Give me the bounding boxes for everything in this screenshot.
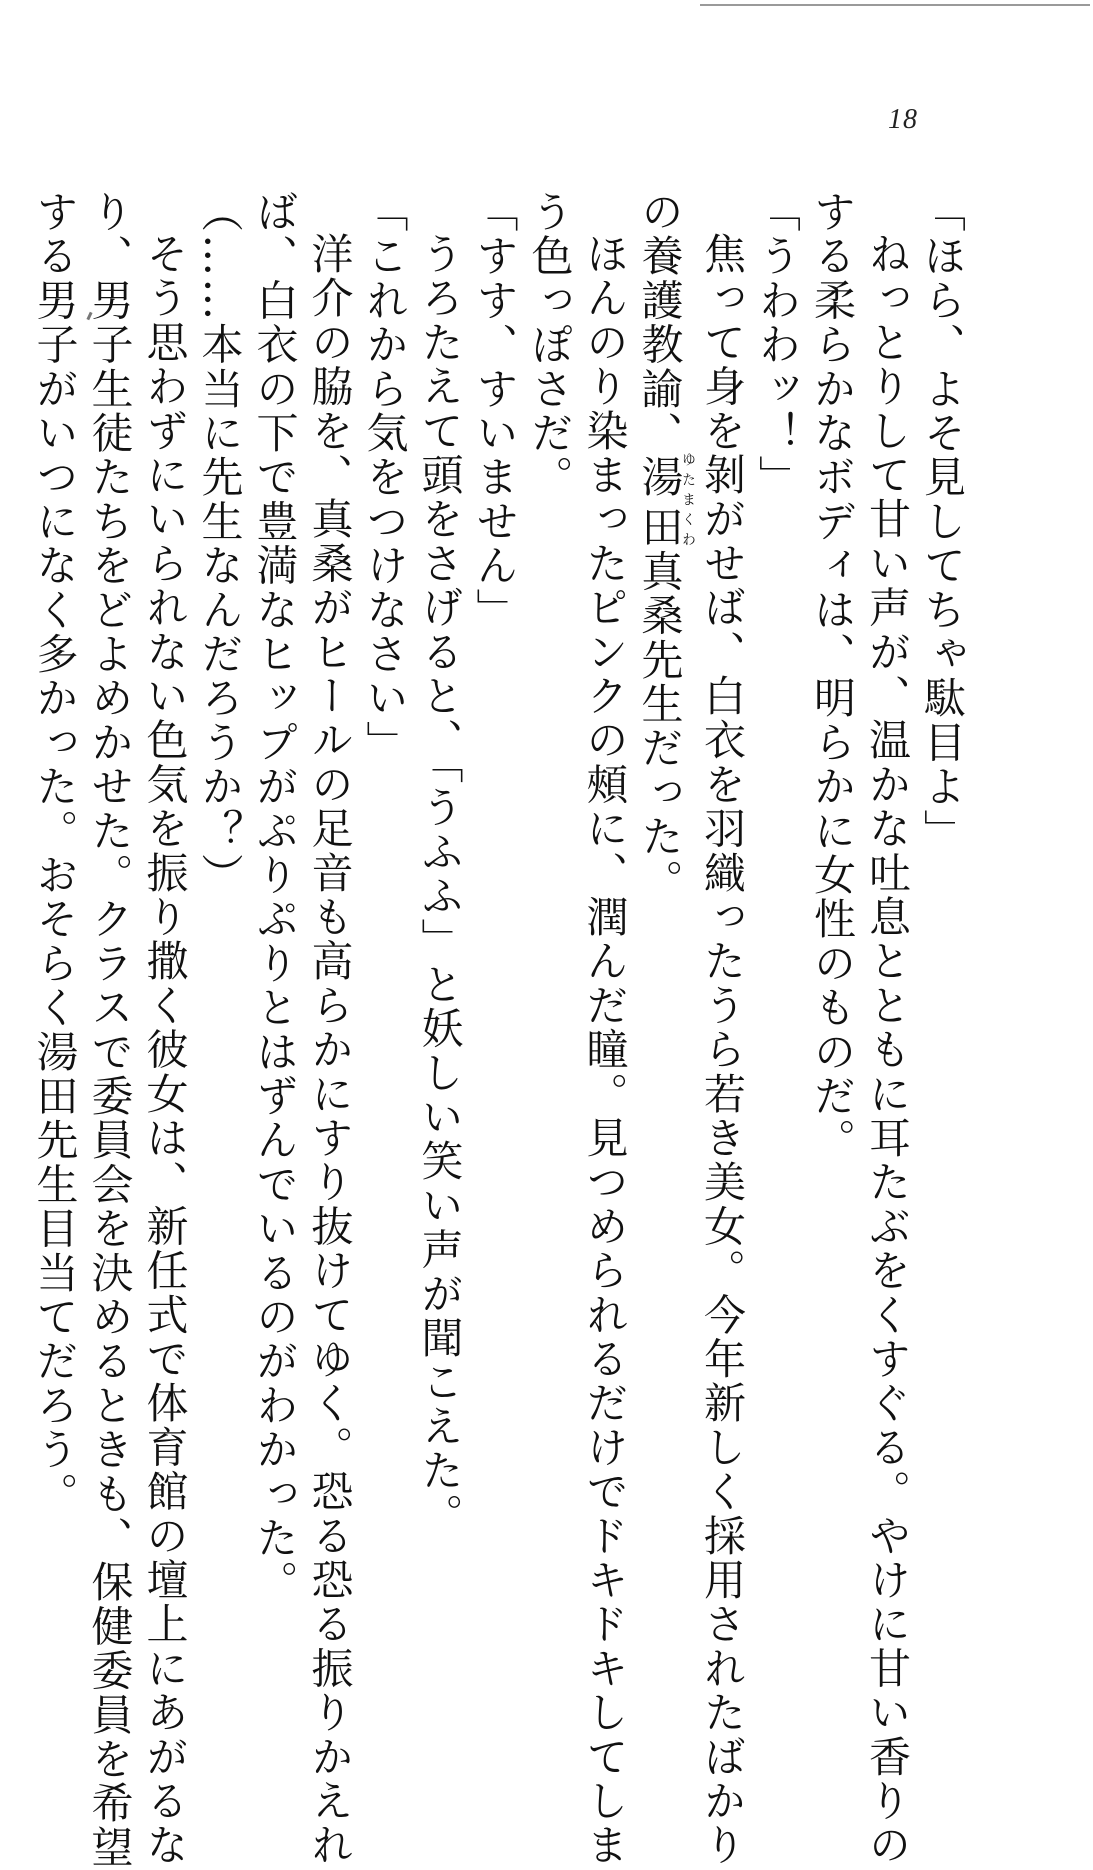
text-line-10: うろたえて頭をさげると、「うふふ」と妖しい笑い声が聞こえた。 (415, 232, 465, 1537)
text-line-7: ほんのり染まったピンクの頰に、潤んだ瞳。見つめられるだけでドキドキしてしま (580, 232, 630, 1868)
text-line-1: 「ほら、よそ見してちゃ駄目よ」 (918, 190, 967, 853)
ruby-reading: ゆたまくわ (680, 452, 696, 553)
text-line-12: 洋介の脇を、真桑がヒールの足音も高らかにすり抜けてゆく。恐る恐る振りかえれ (305, 232, 355, 1868)
text-line-4: 「うわわッ！」 (753, 190, 802, 500)
top-edge-rule (700, 4, 1090, 6)
text-line-11: 「これから気をつけなさい」 (360, 190, 410, 765)
text-line-14: （……本当に先生なんだろうか？） (195, 190, 245, 898)
text-line-15: そう思わずにいられない色気を振り撒く彼女は、新任式で体育館の壇上にあがるな (140, 232, 190, 1868)
text-line-6 (633, 190, 696, 1480)
text-line-6-after: 真桑先生だった。 (635, 549, 685, 904)
ruby-base: 湯田 (635, 452, 685, 553)
text-line-16: り、男子生徒たちをどよめかせた。クラスで委員会を決めるときも、保健委員を希望 (85, 190, 135, 1870)
page-number: 18 (888, 104, 918, 135)
text-line-6-before: の養護教諭、 (635, 190, 685, 456)
text-line-3: する柔らかなボディは、明らかに女性のものだ。 (808, 190, 857, 1163)
text-line-5: 焦って身を剝がせば、白衣を羽織ったうら若き美女。今年新しく採用されたばかり (698, 232, 747, 1868)
text-line-9: 「すす、すいません」 (470, 190, 520, 632)
text-line-13: ば、白衣の下で豊満なヒップがぷりぷりとはずんでいるのがわかった。 (250, 190, 300, 1605)
furigana-ruby (635, 452, 696, 553)
text-line-8: う色っぽさだ。 (525, 190, 575, 500)
text-line-2: ねっとりして甘い声が、温かな吐息とともに耳たぶをくすぐる。やけに甘い香りの (863, 232, 912, 1868)
text-line-17: する男子がいつになく多かった。おそらく湯田先生目当てだろう。 (30, 190, 80, 1516)
vertical-body-text (30, 190, 970, 1870)
